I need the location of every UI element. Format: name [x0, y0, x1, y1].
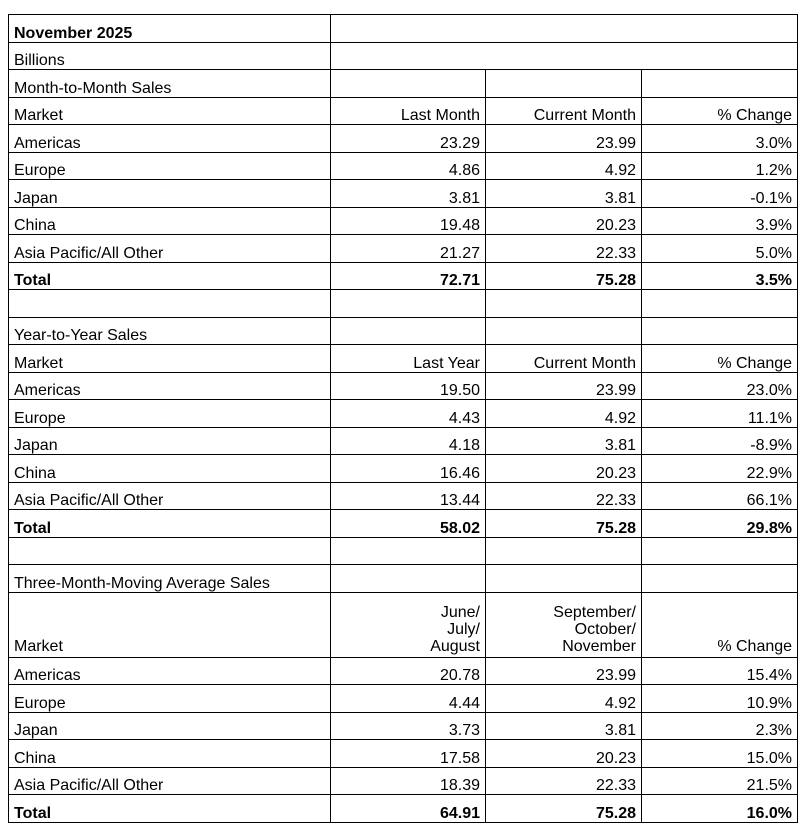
empty-cell — [9, 290, 331, 318]
market-name: Asia Pacific/All Other — [9, 482, 331, 510]
market-name: Europe — [9, 152, 331, 180]
mtm-row-asia-pacific — [9, 235, 798, 263]
column-header-last-year: Last Year — [331, 345, 486, 373]
yty-row-asia-pacific — [9, 482, 798, 510]
mtm-row-europe — [9, 152, 798, 180]
sales-report-table — [8, 14, 798, 823]
prior-period-value: 3.73 — [331, 712, 486, 740]
market-name: China — [9, 207, 331, 235]
market-name: Japan — [9, 712, 331, 740]
current-period-value: 22.33 — [486, 767, 642, 795]
prior-period-value: 20.78 — [331, 657, 486, 685]
current-period-line: September/ — [553, 603, 636, 621]
empty-cell — [642, 317, 798, 345]
current-month-value: 23.99 — [486, 372, 642, 400]
market-name: China — [9, 740, 331, 768]
empty-cell — [642, 290, 798, 318]
column-header-change: % Change — [642, 97, 798, 125]
total-last-month: 72.71 — [331, 262, 486, 290]
mtm-row-japan — [9, 180, 798, 208]
mtm-header-row — [9, 97, 798, 125]
empty-cell — [486, 290, 642, 318]
current-period-value: 3.81 — [486, 712, 642, 740]
spacer-row — [9, 290, 798, 318]
percent-change-value: 10.9% — [642, 685, 798, 713]
yty-row-europe — [9, 400, 798, 428]
current-month-value: 23.99 — [486, 125, 642, 153]
empty-cell — [331, 70, 486, 98]
market-name: Americas — [9, 372, 331, 400]
percent-change-value: 66.1% — [642, 482, 798, 510]
yty-section-title: Year-to-Year Sales — [9, 317, 331, 345]
empty-cell — [331, 42, 798, 70]
current-month-value: 4.92 — [486, 152, 642, 180]
current-month-value: 4.92 — [486, 400, 642, 428]
prior-period-value: 17.58 — [331, 740, 486, 768]
column-header-last-month: Last Month — [331, 97, 486, 125]
last-year-value: 13.44 — [331, 482, 486, 510]
market-name: Asia Pacific/All Other — [9, 235, 331, 263]
percent-change-value: 2.3% — [642, 712, 798, 740]
empty-cell — [331, 15, 798, 43]
current-month-value: 3.81 — [486, 427, 642, 455]
prior-period-value: 18.39 — [331, 767, 486, 795]
current-month-value: 20.23 — [486, 207, 642, 235]
column-header-market: Market — [9, 592, 331, 657]
empty-cell — [642, 537, 798, 565]
report-title: November 2025 — [9, 15, 331, 43]
mtm-total-row — [9, 262, 798, 290]
empty-cell — [331, 565, 486, 593]
yty-row-china — [9, 455, 798, 483]
tmma-row-europe — [9, 685, 798, 713]
total-percent-change: 29.8% — [642, 510, 798, 538]
last-month-value: 3.81 — [331, 180, 486, 208]
percent-change-value: 21.5% — [642, 767, 798, 795]
percent-change-value: 3.9% — [642, 207, 798, 235]
last-year-value: 16.46 — [331, 455, 486, 483]
last-year-value: 4.18 — [331, 427, 486, 455]
prior-period-line: August — [430, 637, 480, 655]
column-header-change: % Change — [642, 345, 798, 373]
tmma-row-asia-pacific — [9, 767, 798, 795]
last-year-value: 4.43 — [331, 400, 486, 428]
tmma-header-row — [9, 592, 798, 657]
yty-total-row — [9, 510, 798, 538]
percent-change-value: 15.0% — [642, 740, 798, 768]
prior-period-line: July/ — [447, 620, 480, 638]
total-label: Total — [9, 795, 331, 823]
empty-cell — [9, 537, 331, 565]
percent-change-value: 15.4% — [642, 657, 798, 685]
percent-change-value: 23.0% — [642, 372, 798, 400]
empty-cell — [486, 70, 642, 98]
current-month-value: 22.33 — [486, 482, 642, 510]
empty-cell — [486, 317, 642, 345]
total-current-month: 75.28 — [486, 510, 642, 538]
yty-row-americas — [9, 372, 798, 400]
empty-cell — [486, 537, 642, 565]
report-title-row — [9, 15, 798, 43]
empty-cell — [486, 565, 642, 593]
total-current-month: 75.28 — [486, 262, 642, 290]
current-month-value: 20.23 — [486, 455, 642, 483]
total-current-period: 75.28 — [486, 795, 642, 823]
last-month-value: 23.29 — [331, 125, 486, 153]
empty-cell — [642, 565, 798, 593]
yty-header-row — [9, 345, 798, 373]
tmma-section-title: Three-Month-Moving Average Sales — [9, 565, 331, 593]
units-label: Billions — [9, 42, 331, 70]
column-header-prior-period — [331, 592, 486, 657]
column-header-market: Market — [9, 345, 331, 373]
tmma-row-americas — [9, 657, 798, 685]
percent-change-value: 1.2% — [642, 152, 798, 180]
market-name: Americas — [9, 657, 331, 685]
current-period-line: October/ — [574, 620, 636, 638]
mtm-row-china — [9, 207, 798, 235]
percent-change-value: 5.0% — [642, 235, 798, 263]
empty-cell — [331, 317, 486, 345]
total-label: Total — [9, 262, 331, 290]
column-header-current-month: Current Month — [486, 97, 642, 125]
current-period-value: 4.92 — [486, 685, 642, 713]
last-month-value: 19.48 — [331, 207, 486, 235]
total-percent-change: 3.5% — [642, 262, 798, 290]
spacer-row — [9, 537, 798, 565]
column-header-change: % Change — [642, 592, 798, 657]
current-period-line: November — [562, 637, 636, 655]
total-last-year: 58.02 — [331, 510, 486, 538]
percent-change-value: -0.1% — [642, 180, 798, 208]
column-header-market: Market — [9, 97, 331, 125]
market-name: Asia Pacific/All Other — [9, 767, 331, 795]
yty-row-japan — [9, 427, 798, 455]
last-month-value: 21.27 — [331, 235, 486, 263]
tmma-row-japan — [9, 712, 798, 740]
units-row — [9, 42, 798, 70]
total-prior-period: 64.91 — [331, 795, 486, 823]
current-period-value: 23.99 — [486, 657, 642, 685]
percent-change-value: 22.9% — [642, 455, 798, 483]
empty-cell — [642, 70, 798, 98]
percent-change-value: 3.0% — [642, 125, 798, 153]
market-name: Americas — [9, 125, 331, 153]
column-header-current-period — [486, 592, 642, 657]
current-month-value: 3.81 — [486, 180, 642, 208]
prior-period-value: 4.44 — [331, 685, 486, 713]
tmma-total-row — [9, 795, 798, 823]
market-name: China — [9, 455, 331, 483]
section-title-row — [9, 70, 798, 98]
tmma-row-china — [9, 740, 798, 768]
last-year-value: 19.50 — [331, 372, 486, 400]
market-name: Japan — [9, 180, 331, 208]
market-name: Europe — [9, 400, 331, 428]
percent-change-value: -8.9% — [642, 427, 798, 455]
empty-cell — [331, 537, 486, 565]
mtm-row-americas — [9, 125, 798, 153]
market-name: Europe — [9, 685, 331, 713]
percent-change-value: 11.1% — [642, 400, 798, 428]
market-name: Japan — [9, 427, 331, 455]
current-period-value: 20.23 — [486, 740, 642, 768]
total-label: Total — [9, 510, 331, 538]
current-month-value: 22.33 — [486, 235, 642, 263]
section-title-row — [9, 565, 798, 593]
column-header-current-month: Current Month — [486, 345, 642, 373]
last-month-value: 4.86 — [331, 152, 486, 180]
total-percent-change: 16.0% — [642, 795, 798, 823]
prior-period-line: June/ — [440, 603, 480, 621]
section-title-row — [9, 317, 798, 345]
mtm-section-title: Month-to-Month Sales — [9, 70, 331, 98]
empty-cell — [331, 290, 486, 318]
